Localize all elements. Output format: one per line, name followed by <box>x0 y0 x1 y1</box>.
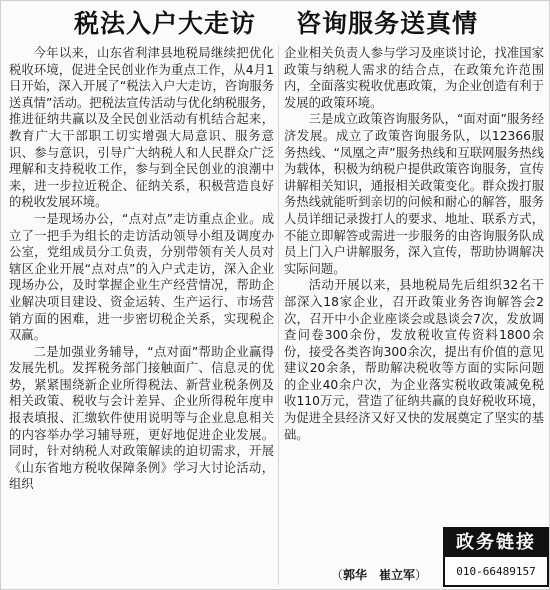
byline-close: ） <box>415 568 428 582</box>
column-logo-title: 政务链接 <box>445 529 547 557</box>
paragraph: 二是加强业务辅导，“点对面”帮助企业赢得发展先机。发挥税务部门接触面广、信息灵的优势，紧紧围绕新企业所得税法、新营业税条例及相关政策、税收与会计差异、企业所得税年度申报表填报、汇缴软件使用说明等与企业息息相关的内容举办学习辅导班，更好地促进企业发展。同时，针对纳税人对政策解读的迫切需求，开展《山东省地方税收保障条例》学习大讨论活动，组织 <box>9 344 274 492</box>
column-logo-box <box>443 527 549 587</box>
article-column-left <box>9 45 274 493</box>
paragraph: 活动开展以来，县地税局先后组织32名干部深入18家企业，召开政策业务咨询解答会2次，召开中小企业座谈会或恳谈会7次，发放调查问卷300余份，发放税收宣传资料1800余份，接受各类咨询300余次，提出有价值的意见建议20余条，帮助解决税收等方面的实际问题的企业40余户次，为企业落实税收政策减免税收110万元，营造了征纳共赢的良好税收环境，为促进全县经济又好又快的发展奠定了坚实的基础。 <box>284 278 544 442</box>
headline-left: 税法入户大走访 <box>73 9 256 38</box>
byline-open: （ <box>331 568 344 582</box>
column-divider <box>278 45 279 585</box>
paragraph: 三是成立政策咨询服务队，“面对面”服务经济发展。成立了政策咨询服务队，以12366服务热线、“凤凰之声”服务热线和互联网服务热线为载体，积极为纳税户提供政策咨询服务，宣传讲解相关知识，通报相关政策变化。群众拨打服务热线就能听到亲切的问候和耐心的解答，服务人员详细记录拨打人的要求、地址、联系方式，不能立即解答或需进一步服务的由咨询服务队成员上门入户讲解服务，深入宣传，帮助协调解决实际问题。 <box>284 112 544 276</box>
paragraph: 一是现场办公，“点对点”走访重点企业。成立了一把手为组长的走访活动领导小组及调度办公室，党组成员分工负责，分别带领有关人员对辖区企业开展“点对点”的入户式走访，深入企业现场办公，及时掌握企业生产经营情况，帮助企业解决项目建设、资金运转、生产运行、市场营销方面的困难，进一步密切税企关系，实现税企双赢。 <box>9 211 274 343</box>
article-column-right <box>284 45 544 443</box>
byline-authors: 郭华 崔立军 <box>343 568 416 582</box>
headline-right: 咨询服务送真情 <box>296 9 479 38</box>
headline <box>1 5 550 39</box>
byline <box>331 566 427 583</box>
paragraph: 企业相关负责人参与学习及座谈讨论，找准国家政策与纳税人需求的结合点，在政策允许范围内，全面落实税收优惠政策，为企业创造有利于发展的政策环境。 <box>284 46 544 110</box>
paragraph: 今年以来，山东省利津县地税局继续把优化税收环境，促进全民创业作为重点工作，从4月1日开始，深入开展了“税法入户大走访，咨询服务送真情”活动。把税法宣传活动与优化纳税服务，推进征纳共赢以及全民创业活动有机结合起来，教育广大干部职工切实增强大局意识、服务意识、参与意识，引导广大纳税人和人民群众广泛理解和支持税收工作，参与到全民创业的浪潮中来，进一步拉近税企、征纳关系，积极营造良好的税收发展环境。 <box>9 46 274 210</box>
column-logo-phone: 010-66489157 <box>456 564 536 578</box>
